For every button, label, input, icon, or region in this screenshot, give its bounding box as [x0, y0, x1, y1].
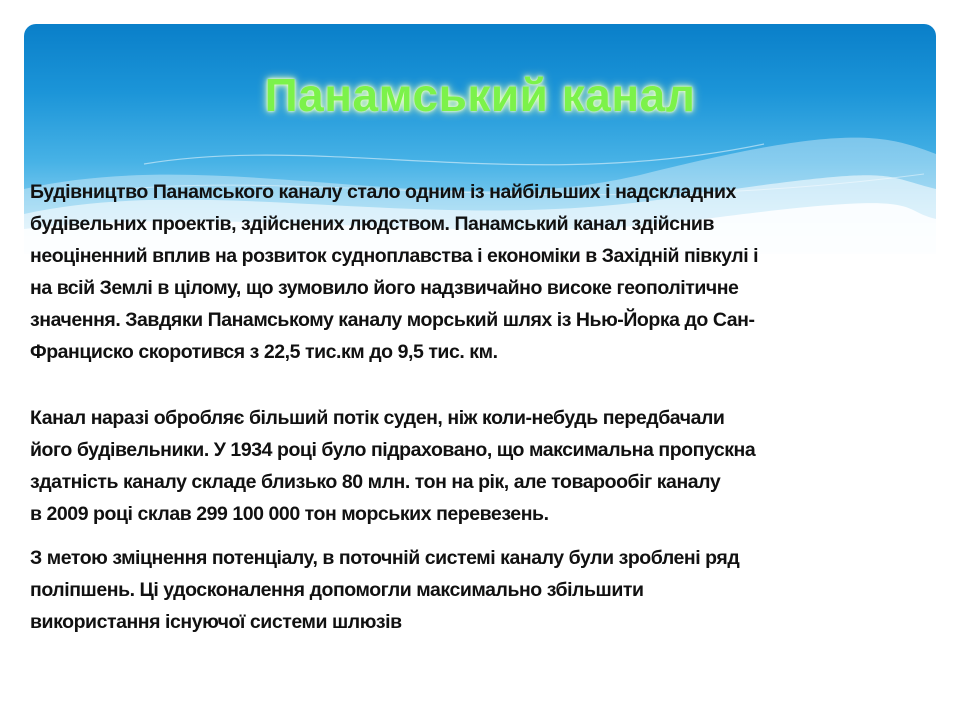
text-line: використання існуючої системи шлюзів — [30, 611, 402, 633]
slide-title: Панамський канал — [264, 69, 696, 121]
text-line: Франциско скоротився з 22,5 тис.км до 9,5 тис. км. — [30, 341, 498, 363]
text-line: значення. Завдяки Панамському каналу морський шлях із Нью-Йорка до Сан- — [30, 309, 755, 331]
text-line: поліпшень. Ці удосконалення допомогли максимально збільшити — [30, 579, 644, 601]
text-line: здатність каналу складе близько 80 млн. тон на рік, але товарообіг каналу — [30, 471, 721, 493]
text-line: його будівельники. У 1934 році було підраховано, що максимальна пропускна — [30, 439, 756, 461]
text-line: З метою зміцнення потенціалу, в поточній системі каналу були зроблені ряд — [30, 547, 740, 569]
slide-body — [30, 176, 936, 638]
text-line: Канал наразі обробляє більший потік суден, ніж коли-небудь передбачали — [30, 407, 725, 429]
text-line: на всій Землі в цілому, що зумовило його надзвичайно високе геополітичне — [30, 277, 739, 299]
paragraph-improvements — [30, 542, 936, 638]
paragraph-construction — [30, 176, 936, 368]
text-line: в 2009 році склав 299 100 000 тон морських перевезень. — [30, 503, 549, 525]
text-line: Будівництво Панамського каналу стало одним із найбільших і надскладних — [30, 181, 736, 203]
text-line: будівельних проектів, здійснених людством. Панамський канал здійснив — [30, 213, 714, 235]
text-line: неоціненний вплив на розвиток судноплавства і економіки в Західній півкулі і — [30, 245, 759, 267]
paragraph-capacity — [30, 402, 936, 530]
